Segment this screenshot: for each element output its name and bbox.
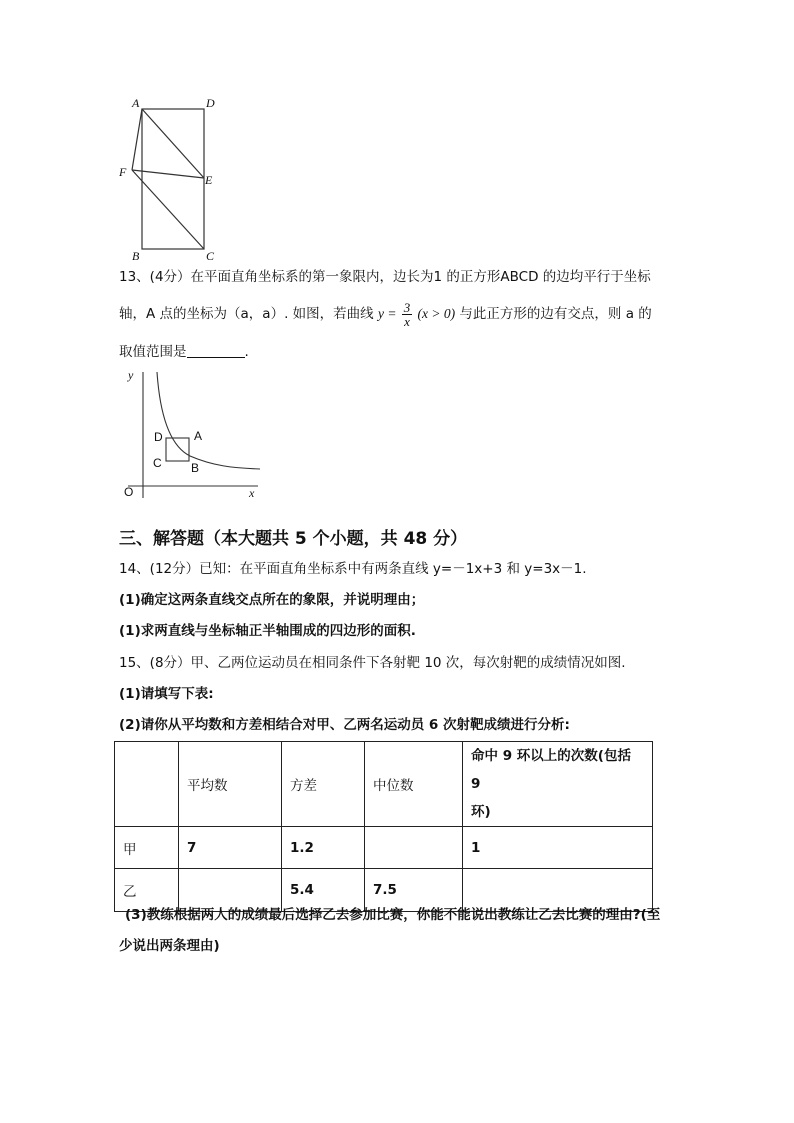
label-a2: A [194, 429, 203, 443]
q14-intro: 14、(12分）已知：在平面直角坐标系中有两条直线 y=－1x+3 和 y=3x－1. [119, 561, 587, 577]
label-d2: D [154, 430, 163, 444]
q13-line1: 13、(4分）在平面直角坐标系的第一象限内，边长为1 的正方形ABCD 的边均平行于坐标 [119, 269, 651, 285]
label-b2: B [191, 461, 200, 475]
answer-blank[interactable] [187, 343, 245, 358]
q13-line2 [119, 300, 652, 328]
segment-fc [132, 170, 204, 249]
label-d: D [206, 96, 215, 110]
q15-part3-line1: (3)教练根据两人的成绩最后选择乙去参加比赛，你能不能说出教练让乙去比赛的理由?(至 [125, 907, 661, 923]
label-c: C [206, 249, 215, 263]
header-cell-hits [463, 742, 653, 827]
header-cell-mean: 平均数 [179, 742, 282, 827]
row-jia-median[interactable] [365, 827, 463, 869]
q14-part2: (1)求两直线与坐标轴正半轴围成的四边形的面积. [119, 623, 416, 639]
figure-rectangle-abcd [112, 92, 222, 264]
header-hits-line1: 命中 9 环以上的次数(包括 9 [471, 748, 631, 792]
q13-line2-text-a: 轴，A 点的坐标为（a，a）. 如图，若曲线 [119, 306, 374, 322]
score-table [114, 741, 653, 912]
figure-hyperbola-square [118, 366, 268, 500]
segment-af [132, 109, 142, 170]
row-jia-hits[interactable]: 1 [463, 827, 653, 869]
header-hits-line2: 环) [471, 804, 491, 820]
label-f: F [119, 165, 127, 179]
formula-denominator: x [404, 313, 410, 329]
formula-fraction [402, 301, 413, 328]
label-b: B [132, 249, 140, 263]
label-e: E [205, 173, 213, 187]
q15-intro: 15、(8分）甲、乙两位运动员在相同条件下各射靶 10 次，每次射靶的成绩情况如图. [119, 655, 626, 671]
header-cell-variance: 方差 [282, 742, 365, 827]
label-x: x [249, 486, 255, 500]
segment-fe [132, 170, 204, 178]
table-row [115, 827, 653, 869]
q13-line3-text: 取值范围是 [119, 344, 187, 360]
header-cell-empty [115, 742, 179, 827]
q13-line2-text-b: 与此正方形的边有交点，则 a 的 [459, 306, 652, 322]
hyperbola-curve [157, 372, 260, 469]
row-yi-name: 乙 [115, 869, 179, 912]
row-yi-median[interactable]: 7.5 [365, 869, 463, 912]
row-jia-variance[interactable]: 1.2 [282, 827, 365, 869]
q15-part1: (1)请填写下表: [119, 686, 214, 702]
square-abcd [166, 438, 189, 461]
q15-part2: (2)请你从平均数和方差相结合对甲、乙两名运动员 6 次射靶成绩进行分析: [119, 717, 570, 733]
formula-y: y = [377, 306, 397, 321]
table-header-row [115, 742, 653, 827]
rectangle-abcd [142, 109, 204, 249]
label-a: A [132, 96, 140, 110]
row-jia-name: 甲 [115, 827, 179, 869]
q14-part1: (1)确定这两条直线交点所在的象限，并说明理由； [119, 592, 425, 608]
label-y: y [128, 368, 134, 382]
q13-line3 [119, 342, 249, 362]
label-origin: O [124, 485, 134, 499]
row-yi-variance[interactable]: 5.4 [282, 869, 365, 912]
row-jia-mean[interactable]: 7 [179, 827, 282, 869]
header-cell-median: 中位数 [365, 742, 463, 827]
label-c2: C [153, 456, 162, 470]
formula-condition: (x > 0) [417, 306, 456, 321]
section-heading: 三、解答题（本大题共 5 个小题，共 48 分） [119, 529, 468, 549]
formula-numerator: 3 [403, 299, 411, 315]
q13-line3-end: . [244, 344, 249, 360]
segment-ae [142, 109, 204, 178]
q15-part3-line2: 少说出两条理由) [119, 938, 220, 954]
